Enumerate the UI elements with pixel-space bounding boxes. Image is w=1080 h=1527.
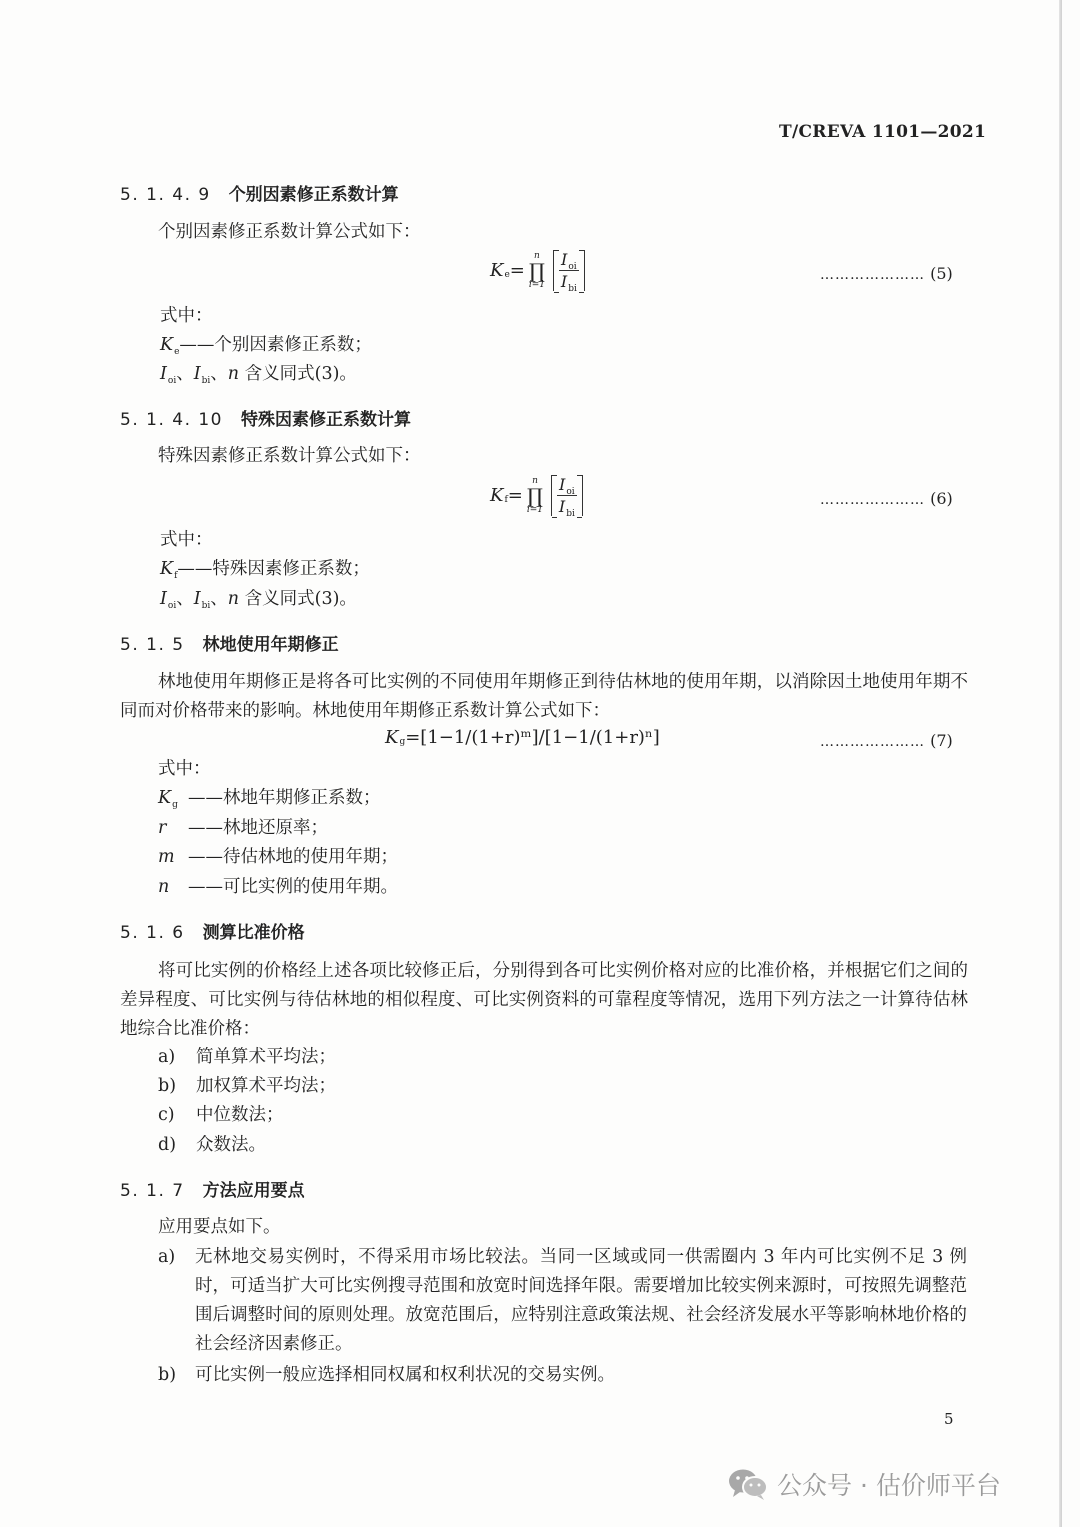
product-operator: n ∏ i=1 (528, 250, 546, 290)
definition-item: r ——林地还原率； (158, 818, 328, 838)
definition-item: $K_e——$个别因素修正系数； (160, 335, 372, 357)
formula-6: K f = n ∏ i=1 $\frac{I_{oi}}{I_{bi}}$ (490, 475, 583, 516)
formula-subscript: e (504, 269, 510, 280)
section-heading-51410 (120, 405, 411, 430)
equation-number: (6) (930, 489, 953, 508)
section-heading-517 (120, 1176, 305, 1201)
definition-item: n ——可比实例的使用年期。 (158, 877, 398, 897)
fraction: $\frac{I_{oi}}{I_{bi}}$ (553, 250, 585, 291)
list-item-label: b) (158, 1365, 177, 1385)
definition-item: $K_f——$特殊因素修正系数； (160, 559, 370, 581)
formula-symbol: K (490, 485, 504, 506)
definition-item: $I_{oi}$、$I_{bi}$、n 含义同式(3)。 (160, 364, 357, 386)
definition-item: $I_{oi}$、$I_{bi}$、n 含义同式(3)。 (160, 589, 357, 611)
section-title: 特殊因素修正系数计算 (241, 410, 412, 430)
section-number: 5. 1. 5 (120, 635, 185, 655)
section-number: 5. 1. 7 (120, 1181, 185, 1201)
paragraph: 将可比实例的价格经上述各项比较修正后，分别得到各可比实例价格对应的比准价格，并根据它们之间的差异程度、可比实例与待估林地的相似程度、可比实例资料的可靠程度等情况，选用下列方法之一计算待估林地综合比准价格： (120, 961, 968, 1039)
where-label: 式中： (160, 530, 213, 550)
wechat-icon (727, 1467, 769, 1501)
formula-5: K e = n ∏ i=1 $\frac{I_{oi}}{I_{bi}}$ (490, 250, 585, 291)
section-title: 林地使用年期修正 (202, 635, 339, 655)
list-item: c) 中位数法； (158, 1105, 284, 1125)
section-heading-5149 (120, 180, 399, 205)
watermark (727, 1466, 1001, 1502)
watermark-text: 公众号 · 估价师平台 (777, 1471, 1001, 1500)
formula-7: K g =[1−1/(1+r)ᵐ]/[1−1/(1+r)ⁿ] (385, 727, 660, 748)
section-title: 测算比准价格 (202, 923, 305, 943)
equation-leader: ………………… (6) (820, 489, 953, 508)
fraction: $\frac{I_{oi}}{I_{bi}}$ (551, 475, 583, 516)
section-title: 个别因素修正系数计算 (228, 185, 399, 205)
section-number: 5. 1. 4. 9 (120, 185, 211, 205)
standard-number: T/CREVA 1101—2021 (779, 122, 987, 142)
list-item-label: a) (158, 1247, 176, 1267)
section-heading-515 (120, 630, 339, 655)
paragraph: 林地使用年期修正是将各可比实例的不同使用年期修正到待估林地的使用年期，以消除因土地使用年期不同而对价格带来的影响。林地使用年期修正系数计算公式如下： (120, 672, 968, 721)
where-label: 式中： (158, 759, 211, 779)
page-edge (1059, 0, 1062, 1527)
page-number: 5 (944, 1410, 954, 1428)
list-item: a) 简单算术平均法； (158, 1047, 336, 1067)
formula-symbol: K (490, 260, 504, 281)
list-item: 可比实例一般应选择相同权属和权利状况的交易实例。 (195, 1365, 615, 1385)
definition-item: $K_g$ ——林地年期修正系数； (158, 788, 381, 810)
list-item: d) 众数法。 (158, 1135, 266, 1155)
formula-subscript: f (504, 494, 508, 505)
equation-leader: ………………… (5) (820, 264, 953, 283)
list-item: 无林地交易实例时，不得采用市场比较法。当同一区域或同一供需圈内 3 年内可比实例不足 3 例时，可适当扩大可比实例搜寻范围和放宽时间选择年限。需要增加比较实例来源时，可按照先调整范围后调整时间的原则处理。放宽范围后，应特别注意政策法规、社会经济发展水平等影响林地价格的社会经济因素修正。 (195, 1247, 967, 1354)
intro-text: 特殊因素修正系数计算公式如下： (158, 446, 421, 466)
intro-text: 个别因素修正系数计算公式如下： (158, 222, 421, 242)
definition-item: m ——待估林地的使用年期； (158, 847, 398, 867)
section-title: 方法应用要点 (202, 1181, 305, 1201)
where-label: 式中： (160, 306, 213, 326)
section-heading-516 (120, 918, 305, 943)
product-operator: n ∏ i=1 (526, 475, 544, 515)
section-number: 5. 1. 6 (120, 923, 185, 943)
intro-text: 应用要点如下。 (158, 1217, 281, 1237)
section-number: 5. 1. 4. 10 (120, 410, 224, 430)
equation-number: (5) (930, 264, 953, 283)
equation-leader: ………………… (7) (820, 731, 953, 750)
equation-number: (7) (930, 731, 953, 750)
list-item: b) 加权算术平均法； (158, 1076, 336, 1096)
